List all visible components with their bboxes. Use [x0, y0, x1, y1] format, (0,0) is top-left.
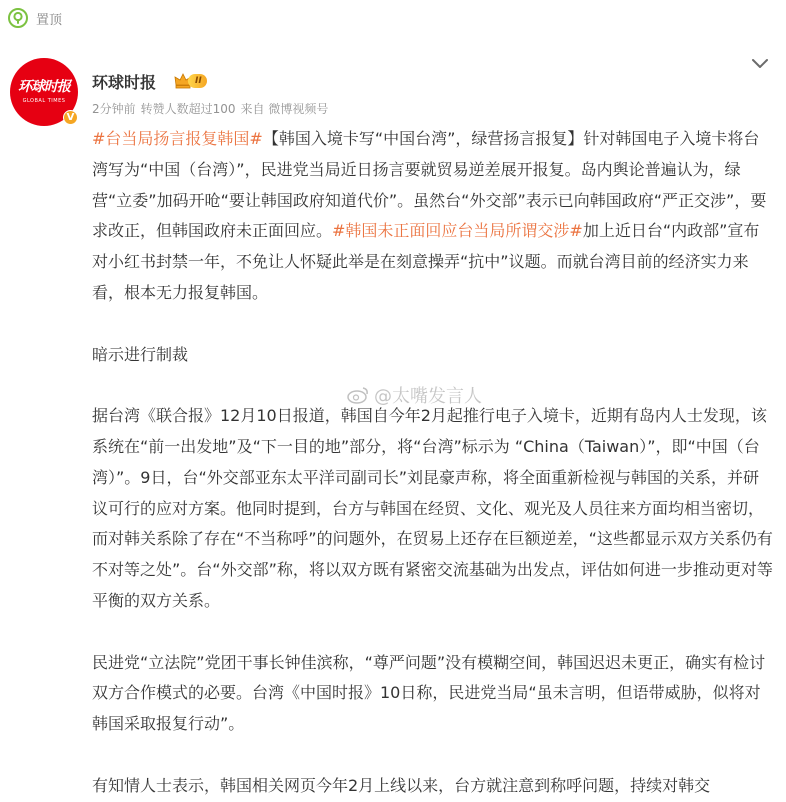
pin-icon [8, 8, 28, 28]
chevron-down-icon[interactable] [750, 56, 770, 72]
post-paragraph [92, 124, 774, 309]
pin-label: 置顶 [36, 12, 63, 28]
avatar-logo-text: 环球时报 [18, 79, 70, 95]
vip-level: II [188, 74, 207, 88]
topic-link-2[interactable]: #韩国未正面回应台当局所谓交涉# [332, 221, 583, 241]
post-source: 来自 微博视频号 [240, 102, 329, 116]
post-body [92, 124, 774, 802]
paragraph-spacer [92, 617, 774, 648]
post-meta [92, 100, 328, 117]
vip-badge[interactable] [174, 73, 220, 89]
verified-badge-icon: V [63, 110, 78, 125]
post-paragraph: 据台湾《联合报》12月10日报道，韩国自今年2月起推行电子入境卡，近期有岛内人士发现，该系统在“前一出发地”及“下一目的地”部分，将“台湾”标示为 “China（Taiwan）”，即“中国（台湾）”。9日，台“外交部亚东太平洋司副司长”刘昆豪声称，将全面重新检视与韩国的关系，并研议可行的应对方案。他同时提到，台方与韩国在经贸、文化、观光及人员往来方面均相当密切，而对韩关系除了存在“不当称呼”的问题外，在贸易上还存在巨额逆差，“这些都显示双方关系仍有不对等之处”。台“外交部”称，将以双方既有紧密交流基础为出发点，评估如何进一步推动更对等平衡的双方关系。 [92, 406, 773, 610]
post-text: 【韩国入境卡写“中国台湾”，绿营扬言报复】针对韩国电子入境卡将台湾写为“中国（台湾）”，民进党当局近日扬言要就贸易逆差展开报复。岛内舆论普遍认为，绿营“立委”加码开呛“要让韩国政府知道代价”。虽然台“外交部”表示已向韩国政府“严正交涉”，要求改正，但韩国政府未正面回应。 [92, 129, 767, 241]
post-text: 加上近日台“内政部”宣布对小红书封禁一年，不免让人怀疑此举是在刻意操弄“抗中”议题。而就台湾目前的经济实力来看，根本无力报复韩国。 [92, 221, 760, 302]
topic-link-1[interactable]: #台当局扬言报复韩国# [92, 129, 263, 148]
repost-count: 转赞人数超过100 [140, 102, 236, 116]
paragraph-spacer [92, 370, 774, 401]
post-time-link[interactable]: 2分钟前 [92, 102, 136, 116]
section-heading: 暗示进行制裁 [92, 344, 189, 364]
post-paragraph: 有知情人士表示，韩国相关网页今年2月上线以来，台方就注意到称呼问题，持续对韩交 [92, 775, 711, 795]
post-paragraph: 民进党“立法院”党团干事长钟佳滨称，“尊严问题”没有模糊空间，韩国迟迟未更正，确实有检讨双方合作模式的必要。台湾《中国时报》10日称，民进党当局“虽未言明，但语带威胁，似将对韩国采取报复行动”。 [92, 652, 766, 734]
pin-indicator [8, 6, 62, 30]
paragraph-spacer [92, 740, 774, 771]
avatar-logo-subtitle: GLOBAL TIMES [22, 98, 66, 104]
watermark-text: @太嘴发言人 [374, 386, 482, 407]
author-name-link[interactable]: 环球时报 [92, 73, 157, 92]
paragraph-spacer [92, 309, 774, 340]
